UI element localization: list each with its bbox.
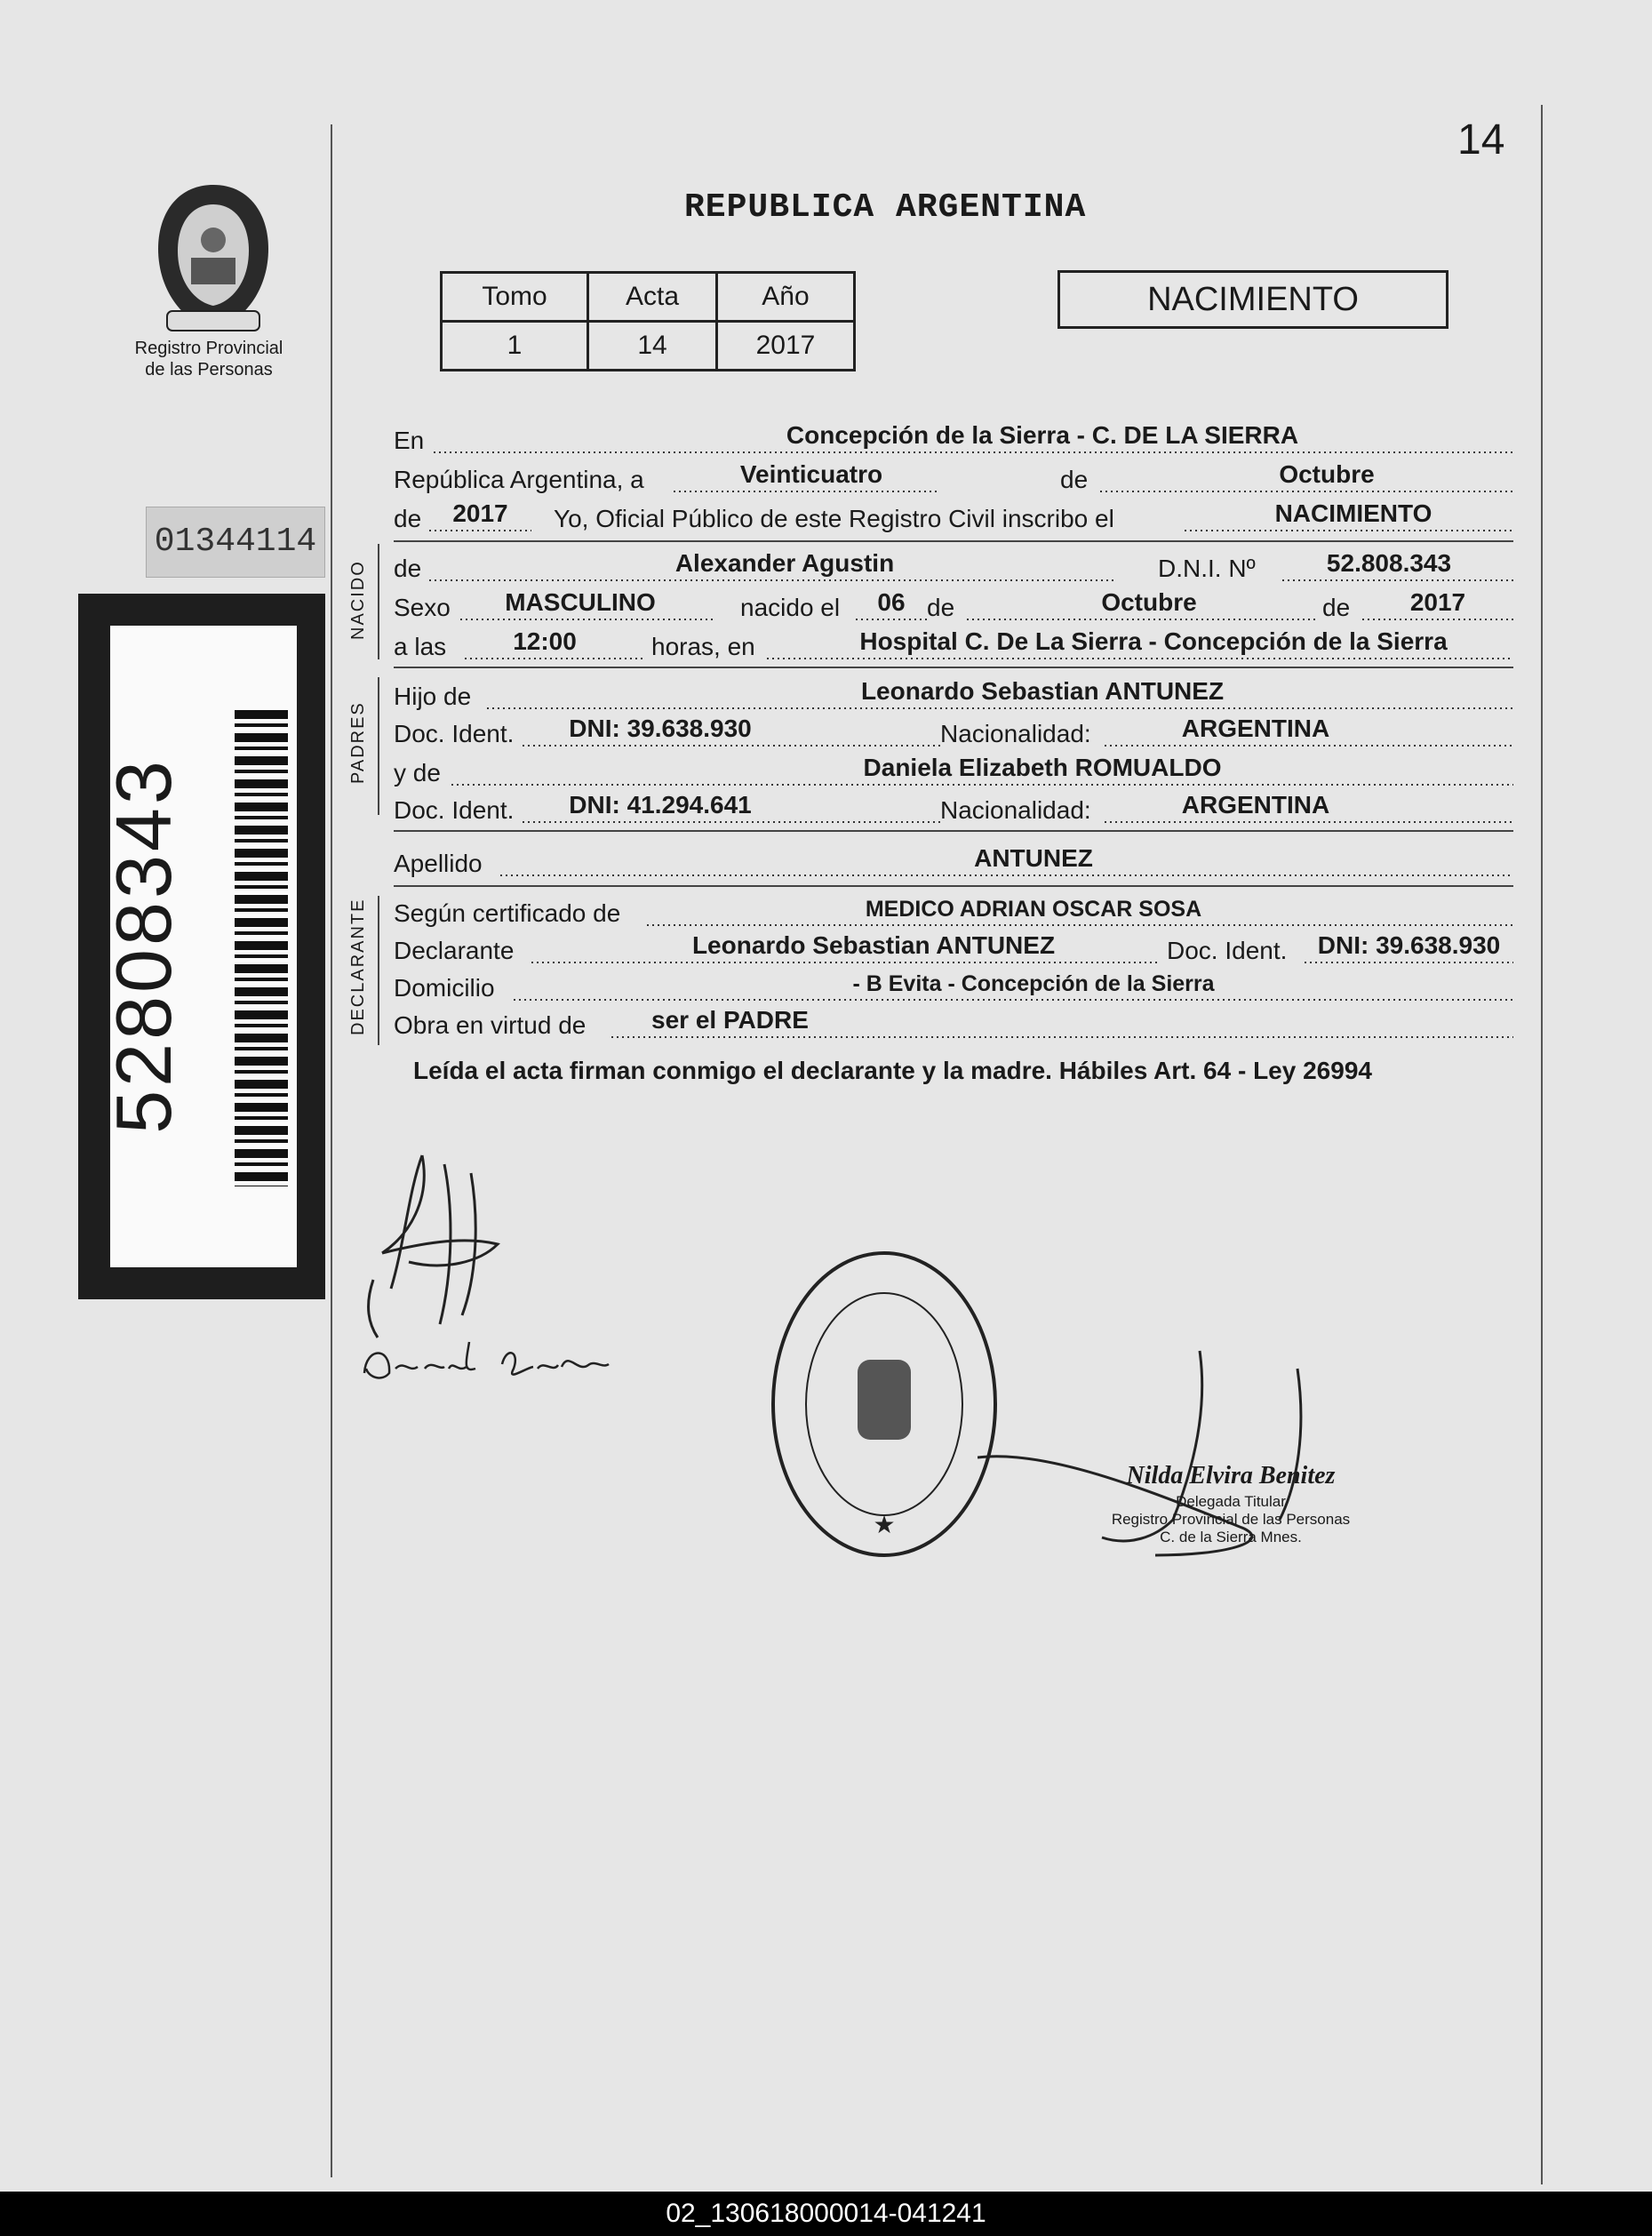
left-margin-line xyxy=(331,124,332,2177)
dotted-fill xyxy=(674,491,940,492)
label-dni: D.N.I. Nº xyxy=(1158,555,1256,582)
label-de-4: de xyxy=(1322,594,1351,621)
label-a-las: a las xyxy=(394,633,447,660)
madre-signature xyxy=(355,1333,613,1395)
label-nacido-el: nacido el xyxy=(740,594,841,621)
value-sexo: MASCULINO xyxy=(505,588,656,616)
dotted-fill xyxy=(451,784,1513,786)
provincia-misiones-seal xyxy=(142,178,284,338)
logo-caption-line2: de las Personas xyxy=(145,360,273,379)
value-declarante-doc: DNI: 39.638.930 xyxy=(1317,931,1501,959)
value-mes: Octubre xyxy=(1279,460,1375,488)
official-role: Delegada Titular xyxy=(1176,1493,1286,1510)
dotted-fill xyxy=(1105,745,1513,747)
label-declarante: Declarante xyxy=(394,937,515,964)
dotted-fill xyxy=(647,924,1513,926)
row-certificado xyxy=(394,892,1513,931)
row-en xyxy=(394,419,1513,459)
registry-official-seal xyxy=(764,1244,1004,1564)
label-y-de: y de xyxy=(394,759,441,787)
value-lugar: Hospital C. De La Sierra - Concepción de la Sierra xyxy=(859,627,1448,655)
value-en: Concepción de la Sierra - C. DE LA SIERRA xyxy=(786,421,1299,449)
header-tomo: Tomo xyxy=(442,273,588,322)
registry-table xyxy=(440,271,856,371)
row-domicilio xyxy=(394,967,1513,1006)
value-dni: 52.808.343 xyxy=(1326,549,1452,577)
section-divider xyxy=(394,667,1513,668)
row-sexo xyxy=(394,587,1513,626)
value-padre-doc: DNI: 39.638.930 xyxy=(569,715,752,742)
label-horas-en: horas, en xyxy=(651,633,755,660)
dotted-fill xyxy=(429,579,1113,581)
official-location: C. de la Sierra Mnes. xyxy=(1160,1529,1302,1545)
dotted-fill xyxy=(856,619,927,620)
barcode-label xyxy=(100,626,297,1267)
right-margin-line xyxy=(1541,105,1543,2184)
label-nombre: de xyxy=(394,555,422,582)
value-hora: 12:00 xyxy=(513,627,577,655)
value-dia: Veinticuatro xyxy=(739,460,883,488)
registry-logo-caption xyxy=(107,338,311,380)
page-title: REPUBLICA ARGENTINA xyxy=(684,188,1087,227)
row-y-de xyxy=(394,752,1513,791)
label-yo: Yo, Oficial Público de este Registro Civil inscribo el xyxy=(554,505,1114,532)
row-apellido xyxy=(394,842,1513,882)
dotted-fill xyxy=(523,745,940,747)
dotted-fill xyxy=(531,962,1158,963)
dotted-fill xyxy=(429,530,531,531)
barcode-number: 52808343 xyxy=(100,757,188,1134)
label-hijo-de: Hijo de xyxy=(394,683,472,710)
header-anio: Año xyxy=(717,273,855,322)
dotted-fill xyxy=(767,658,1513,659)
label-doc-ident: Doc. Ident. xyxy=(394,796,515,824)
page-number: 14 xyxy=(1457,116,1505,164)
label-doc-ident: Doc. Ident. xyxy=(394,720,515,747)
footer-code: 02_130618000014-041241 xyxy=(0,2192,1652,2236)
label-de: de xyxy=(1060,466,1089,493)
value-domicilio: - B Evita - Concepción de la Sierra xyxy=(852,971,1215,996)
label-nacionalidad: Nacionalidad: xyxy=(940,720,1091,747)
value-acto: NACIMIENTO xyxy=(1274,499,1433,527)
label-republica: República Argentina, a xyxy=(394,466,644,493)
row-nombre xyxy=(394,547,1513,587)
label-declarante-doc: Doc. Ident. xyxy=(1167,937,1288,964)
official-office: Registro Provincial de las Personas xyxy=(1111,1511,1351,1528)
dotted-fill xyxy=(465,658,642,659)
declarante-signature xyxy=(355,1138,524,1342)
logo-caption-line1: Registro Provincial xyxy=(134,339,283,358)
dotted-fill xyxy=(1282,579,1513,581)
label-de-2: de xyxy=(394,505,422,532)
registry-table-value-row xyxy=(442,322,855,371)
value-madre-nac: ARGENTINA xyxy=(1181,791,1330,819)
row-anio-acto xyxy=(394,498,1513,537)
value-acta: 14 xyxy=(588,322,717,371)
row-hora xyxy=(394,626,1513,665)
value-nac-mes: Octubre xyxy=(1101,588,1197,616)
section-label-declarante: DECLARANTE xyxy=(348,898,368,1035)
official-name: Nilda Elvira Benitez xyxy=(1126,1462,1336,1489)
closing-statement: Leída el acta firman conmigo el declarante y la madre. Hábiles Art. 64 - Ley 26994 xyxy=(413,1057,1372,1084)
dotted-fill xyxy=(967,619,1318,620)
document-type-box: NACIMIENTO xyxy=(1057,270,1448,329)
value-nac-dia: 06 xyxy=(877,588,906,616)
label-nacionalidad: Nacionalidad: xyxy=(940,796,1091,824)
barcode-bars xyxy=(235,710,288,1186)
dotted-fill xyxy=(1305,962,1513,963)
dotted-fill xyxy=(1185,530,1513,531)
row-padre-doc xyxy=(394,713,1513,752)
value-anio: 2017 xyxy=(717,322,855,371)
value-anio: 2017 xyxy=(452,499,508,527)
row-madre-doc xyxy=(394,789,1513,828)
value-madre: Daniela Elizabeth ROMUALDO xyxy=(863,754,1222,781)
value-apellido: ANTUNEZ xyxy=(974,844,1093,872)
value-nac-anio: 2017 xyxy=(1409,588,1466,616)
header-acta: Acta xyxy=(588,273,717,322)
section-divider xyxy=(394,540,1513,542)
label-sexo: Sexo xyxy=(394,594,451,621)
nacido-section-bar xyxy=(378,544,379,659)
section-label-nacido: NACIDO xyxy=(348,560,368,640)
declarante-section-bar xyxy=(378,896,379,1045)
label-apellido: Apellido xyxy=(394,850,483,877)
row-hijo-de xyxy=(394,675,1513,715)
section-divider xyxy=(394,885,1513,887)
value-padre-nac: ARGENTINA xyxy=(1181,715,1330,742)
value-obra: ser el PADRE xyxy=(651,1006,809,1034)
dotted-fill xyxy=(500,874,1513,876)
value-tomo: 1 xyxy=(442,322,588,371)
value-padre: Leonardo Sebastian ANTUNEZ xyxy=(860,677,1225,705)
label-obra: Obra en virtud de xyxy=(394,1011,587,1039)
value-nombre: Alexander Agustin xyxy=(674,549,895,577)
dotted-fill xyxy=(434,451,1513,453)
row-republica xyxy=(394,459,1513,498)
row-declarante xyxy=(394,930,1513,969)
dotted-fill xyxy=(1100,491,1513,492)
label-en: En xyxy=(394,427,425,454)
stamp-number: 01344114 xyxy=(146,507,325,578)
dotted-fill xyxy=(1362,619,1513,620)
label-domicilio: Domicilio xyxy=(394,974,495,1002)
dotted-fill xyxy=(514,999,1513,1001)
dotted-fill xyxy=(487,707,1513,709)
barcode-sticker xyxy=(78,594,325,1299)
dotted-fill xyxy=(611,1036,1513,1038)
dotted-fill xyxy=(1105,821,1513,823)
label-certificado: Según certificado de xyxy=(394,899,621,927)
section-divider xyxy=(394,830,1513,832)
label-de-3: de xyxy=(927,594,955,621)
row-obra xyxy=(394,1004,1513,1043)
padres-section-bar xyxy=(378,677,379,815)
value-certificado: MEDICO ADRIAN OSCAR SOSA xyxy=(865,897,1202,922)
value-declarante: Leonardo Sebastian ANTUNEZ xyxy=(691,931,1056,959)
registry-table-header-row xyxy=(442,273,855,322)
dotted-fill xyxy=(523,821,940,823)
section-label-padres: PADRES xyxy=(348,701,368,784)
dotted-fill xyxy=(460,619,714,620)
value-madre-doc: DNI: 41.294.641 xyxy=(569,791,752,819)
svg-text:★: ★ xyxy=(873,1510,896,1539)
